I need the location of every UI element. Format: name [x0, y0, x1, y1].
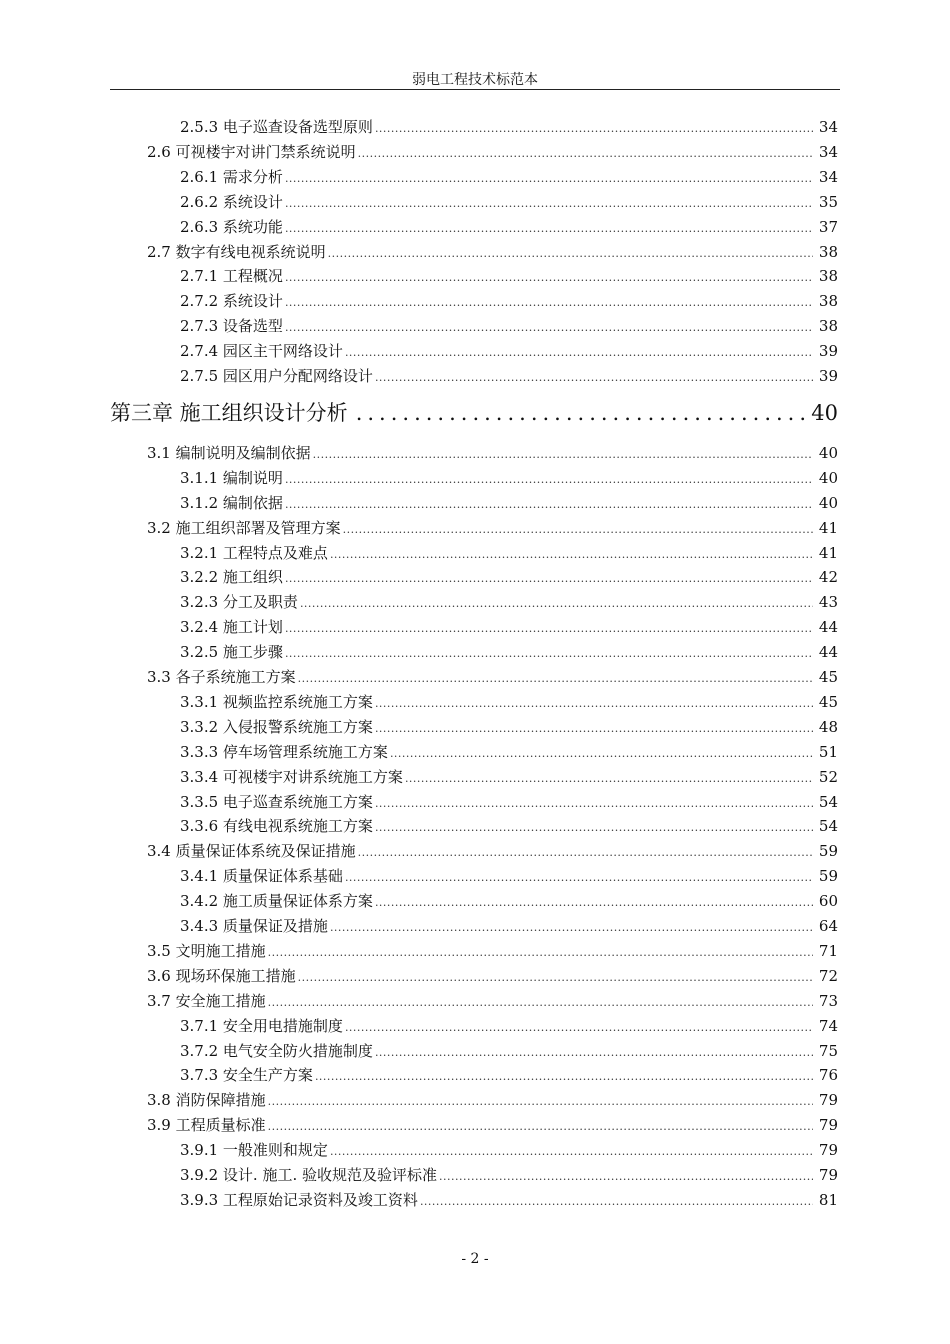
toc-entry-label: 3.3.4 可视楼宇对讲系统施工方案	[180, 767, 403, 786]
dot-leader	[268, 992, 813, 1014]
toc-entry[interactable]	[147, 241, 838, 263]
dot-leader	[285, 292, 813, 314]
toc-entry-label: 3.3 各子系统施工方案	[147, 668, 296, 686]
toc-entry-page: 34	[818, 167, 838, 186]
toc-entry-label: 3.6 现场环保施工措施	[147, 966, 296, 985]
toc-entry-label: 3.4.1 质量保证体系基础	[180, 867, 343, 886]
toc-entry-label: 3.1.1 编制说明	[180, 468, 283, 487]
toc-entry[interactable]	[180, 890, 838, 912]
dot-leader	[330, 917, 813, 939]
toc-entry-page: 43	[818, 593, 838, 612]
dot-leader	[285, 568, 813, 590]
dot-leader	[375, 118, 813, 140]
toc-entry-page: 72	[818, 966, 838, 985]
toc-entry[interactable]	[180, 791, 838, 813]
dot-leader	[375, 718, 813, 740]
toc-entry-page: 37	[818, 217, 838, 236]
toc-entry-page: 45	[818, 668, 838, 686]
toc-entry-page: 35	[818, 192, 838, 211]
toc-entry-page: 54	[818, 792, 838, 811]
toc-entry[interactable]	[147, 965, 838, 987]
dot-leader	[330, 1141, 813, 1163]
toc-entry[interactable]	[180, 216, 838, 238]
dot-leader	[375, 693, 813, 715]
toc-entry-label: 3.9.1 一般准则和规定	[180, 1141, 328, 1160]
toc-entry-page: 34	[818, 118, 838, 136]
dot-leader	[345, 867, 813, 889]
dot-leader	[356, 398, 806, 428]
toc-entry-page: 74	[818, 1016, 838, 1035]
toc-entry[interactable]	[180, 315, 838, 337]
toc-entry[interactable]	[147, 840, 838, 862]
dot-leader	[345, 342, 813, 364]
toc-entry[interactable]	[147, 1089, 838, 1111]
toc-entry[interactable]	[180, 1164, 838, 1186]
dot-leader	[345, 1017, 813, 1039]
dot-leader	[420, 1191, 813, 1213]
toc-entry-page: 41	[818, 543, 838, 562]
toc-entry[interactable]	[180, 116, 838, 138]
dot-leader	[315, 1066, 813, 1088]
dot-leader	[358, 143, 813, 165]
toc-entry[interactable]	[180, 467, 838, 489]
toc-entry-label: 3.1 编制说明及编制依据	[147, 443, 311, 462]
dot-leader	[285, 317, 813, 339]
toc-entry[interactable]	[180, 290, 838, 312]
toc-entry-page: 79	[818, 1166, 838, 1184]
toc-entry-page: 48	[818, 717, 838, 736]
toc-entry-label: 2.7.3 设备选型	[180, 317, 283, 336]
toc-entry[interactable]	[180, 741, 838, 763]
toc-entry[interactable]	[180, 865, 838, 887]
dot-leader	[390, 743, 813, 765]
toc-entry[interactable]	[180, 716, 838, 738]
toc-entry-page: 38	[818, 267, 838, 286]
toc-entry[interactable]	[180, 365, 838, 387]
toc-entry-label: 3.3.3 停车场管理系统施工方案	[180, 742, 388, 761]
toc-entry-page: 75	[818, 1041, 838, 1060]
toc-entry-page: 79	[818, 1116, 838, 1135]
toc-entry[interactable]	[180, 1064, 838, 1086]
dot-leader	[298, 668, 813, 690]
toc-entry-label: 2.6.2 系统设计	[180, 192, 283, 211]
toc-entry-page: 64	[818, 917, 838, 935]
dot-leader	[375, 1042, 813, 1064]
toc-entry-label: 3.2.4 施工计划	[180, 618, 283, 637]
toc-entry-label: 3.7 安全施工措施	[147, 991, 266, 1010]
toc-entry-page: 52	[818, 767, 838, 786]
toc-entry-label: 3.2.5 施工步骤	[180, 643, 283, 662]
toc-entry-label: 2.7 数字有线电视系统说明	[147, 242, 326, 261]
toc-entry-page: 39	[818, 342, 838, 361]
toc-entry-page: 40	[818, 443, 838, 462]
toc-entry[interactable]	[180, 191, 838, 213]
toc-entry-page: 40	[818, 468, 838, 487]
toc-entry-page: 39	[818, 367, 838, 385]
toc-entry-label: 2.6 可视楼宇对讲门禁系统说明	[147, 142, 356, 161]
toc-entry-page: 45	[818, 692, 838, 711]
toc-entry-label: 2.7.1 工程概况	[180, 267, 283, 286]
toc-entry[interactable]	[147, 517, 838, 539]
toc-entry[interactable]	[147, 666, 838, 688]
dot-leader	[285, 168, 813, 190]
toc-entry[interactable]	[180, 691, 838, 713]
toc-entry[interactable]	[180, 766, 838, 788]
dot-leader	[298, 967, 813, 989]
toc-entry-label: 3.5 文明施工措施	[147, 941, 266, 960]
toc-entry-label: 3.2.3 分工及职责	[180, 593, 298, 612]
dot-leader	[328, 243, 813, 265]
toc-entry-label: 2.6.1 需求分析	[180, 167, 283, 186]
dot-leader	[285, 494, 813, 516]
dot-leader	[330, 544, 813, 566]
toc-entry-label: 3.3.6 有线电视系统施工方案	[180, 817, 373, 836]
toc-entry-label: 3.9 工程质量标准	[147, 1116, 266, 1135]
toc-entry[interactable]	[180, 1040, 838, 1062]
dot-leader	[285, 267, 813, 289]
dot-leader	[313, 444, 813, 466]
toc-entry-label: 3.2.1 工程特点及难点	[180, 543, 328, 562]
toc-entry[interactable]	[147, 1114, 838, 1136]
dot-leader	[405, 768, 813, 790]
dot-leader	[375, 892, 813, 914]
toc-entry-page: 34	[818, 142, 838, 161]
toc-entry-label: 3.2.2 施工组织	[180, 568, 283, 587]
toc-entry-page: 40	[811, 400, 838, 425]
toc-entry-page: 40	[818, 493, 838, 512]
dot-leader	[375, 793, 813, 815]
dot-leader	[285, 618, 813, 640]
toc-entry-label: 3.8 消防保障措施	[147, 1091, 266, 1110]
dot-leader	[375, 367, 813, 389]
dot-leader	[285, 643, 813, 665]
toc-entry-label: 2.7.4 园区主干网络设计	[180, 342, 343, 361]
toc-entry-page: 79	[818, 1141, 838, 1160]
toc-entry-label: 3.7.1 安全用电措施制度	[180, 1016, 343, 1035]
dot-leader	[268, 1116, 813, 1138]
toc-entry[interactable]	[147, 141, 838, 163]
toc-entry[interactable]	[180, 616, 838, 638]
dot-leader	[375, 817, 813, 839]
toc-entry-label: 第三章 施工组织设计分析	[110, 400, 348, 425]
toc-entry-page: 71	[818, 941, 838, 960]
dot-leader	[268, 942, 813, 964]
toc-entry-label: 3.9.3 工程原始记录资料及竣工资料	[180, 1190, 418, 1209]
toc-entry-page: 38	[818, 242, 838, 261]
toc-entry[interactable]	[180, 815, 838, 837]
toc-entry[interactable]	[180, 591, 838, 613]
dot-leader	[358, 842, 813, 864]
page-number: - 2 -	[461, 1251, 489, 1267]
toc-entry[interactable]	[147, 990, 838, 1012]
toc-entry[interactable]	[147, 940, 838, 962]
toc-entry-page: 79	[818, 1091, 838, 1110]
toc-entry-label: 3.4.3 质量保证及措施	[180, 917, 328, 935]
toc-entry-label: 3.7.2 电气安全防火措施制度	[180, 1041, 373, 1060]
toc-chapter-entry[interactable]	[110, 398, 838, 428]
toc-entry[interactable]	[180, 492, 838, 514]
toc-entry[interactable]	[180, 1139, 838, 1161]
toc-entry-label: 3.4 质量保证体系统及保证措施	[147, 842, 356, 861]
dot-leader	[300, 593, 813, 615]
toc-entry[interactable]	[180, 1189, 838, 1211]
toc-entry[interactable]	[180, 641, 838, 663]
toc-entry-label: 2.7.5 园区用户分配网络设计	[180, 367, 373, 385]
toc-entry[interactable]	[180, 915, 838, 937]
toc-entry-label: 3.3.5 电子巡查系统施工方案	[180, 792, 373, 811]
toc-entry-page: 76	[818, 1066, 838, 1085]
toc-entry-page: 41	[818, 518, 838, 537]
toc-entry-label: 3.2 施工组织部署及管理方案	[147, 518, 341, 537]
toc-entry-page: 38	[818, 317, 838, 336]
toc-entry-page: 81	[818, 1190, 838, 1209]
toc-entry-page: 44	[818, 643, 838, 662]
running-header: 弱电工程技术标范本	[412, 72, 538, 88]
dot-leader	[285, 469, 813, 491]
toc-entry-label: 2.7.2 系统设计	[180, 292, 283, 311]
toc-entry[interactable]	[180, 1015, 838, 1037]
toc-entry-page: 73	[818, 991, 838, 1010]
toc-entry-label: 3.9.2 设计. 施工. 验收规范及验评标准	[180, 1166, 438, 1184]
toc-entry-label: 3.3.2 入侵报警系统施工方案	[180, 717, 373, 736]
toc-entry[interactable]	[180, 340, 838, 362]
toc-entry-page: 44	[818, 618, 838, 637]
toc-entry-label: 2.5.3 电子巡查设备选型原则	[180, 118, 373, 136]
toc-entry[interactable]	[180, 166, 838, 188]
toc-entry-page: 51	[818, 742, 838, 761]
toc-entry-page: 38	[818, 292, 838, 311]
toc-entry-page: 42	[818, 568, 838, 587]
toc-entry[interactable]	[180, 265, 838, 287]
toc-entry-page: 60	[818, 892, 838, 911]
dot-leader	[285, 218, 813, 240]
dot-leader	[439, 1166, 813, 1188]
dot-leader	[285, 193, 813, 215]
dot-leader	[343, 519, 813, 541]
toc-entry-label: 3.4.2 施工质量保证体系方案	[180, 892, 373, 911]
toc-entry-label: 3.1.2 编制依据	[180, 493, 283, 512]
header-divider	[110, 89, 840, 90]
toc-entry-label: 3.7.3 安全生产方案	[180, 1066, 313, 1085]
toc-entry-page: 59	[818, 842, 838, 861]
toc-entry-label: 3.3.1 视频监控系统施工方案	[180, 692, 373, 711]
dot-leader	[268, 1091, 813, 1113]
toc-entry-label: 2.6.3 系统功能	[180, 217, 283, 236]
toc-entry-page: 59	[818, 867, 838, 886]
toc-entry[interactable]	[147, 442, 838, 464]
toc-entry-page: 54	[818, 817, 838, 836]
toc-entry[interactable]	[180, 542, 838, 564]
toc-entry[interactable]	[180, 566, 838, 588]
